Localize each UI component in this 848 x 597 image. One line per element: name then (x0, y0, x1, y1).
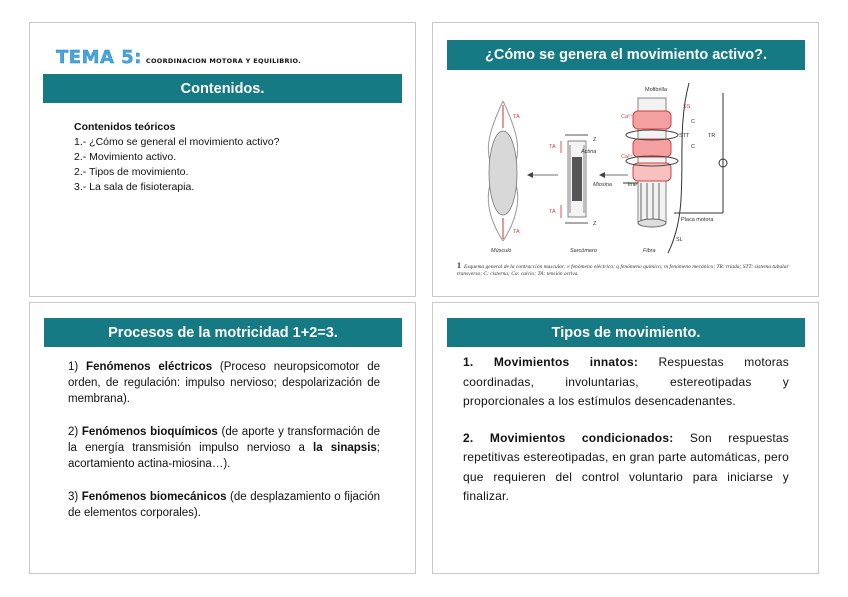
label-tr: TR (708, 133, 716, 139)
caption-number: 1 (457, 261, 461, 270)
slide-contenidos (29, 22, 416, 297)
slide-movimiento-activo (432, 22, 819, 297)
slide-title-bar: Contenidos. (43, 74, 402, 103)
list-item: 3) Fenómenos biomecánicos (de desplazamiento o fijación de elementos corporales). (68, 491, 380, 519)
label-ta-muscle-bottom: TA (513, 229, 520, 235)
tipos-list (463, 353, 789, 524)
label-ca1: Ca²⁺ (621, 114, 633, 120)
label-z2: Z (593, 221, 597, 227)
muscle-drawing (488, 101, 517, 241)
label-ta-sarcomere-top: TA (549, 144, 556, 150)
contents-heading: Contenidos teóricos (74, 121, 176, 133)
list-item: 2. Movimientos condicionados: Son respuestas repetitivas estereotipadas, en gran parte automáticas, pero que requieren del control voluntario para iniciarse y finalizar. (463, 430, 790, 503)
procesos-list (68, 359, 380, 538)
contents-item: 2.- Tipos de movimiento. (74, 166, 189, 178)
label-sarcomere: Sarcómero (570, 248, 597, 254)
contents-item: 1.- ¿Cómo se general el movimiento activo? (74, 136, 280, 148)
list-item: 1) Fenómenos eléctricos (Proceso neuropsicomotor de orden, de regulación: impulso nervioso; despolarización de membrana). (68, 361, 380, 405)
contents-item: 2.- Movimiento activo. (74, 151, 177, 163)
label-c1: C (691, 119, 695, 125)
slide-title-bar: ¿Cómo se genera el movimiento activo?. (447, 40, 805, 70)
caption-text: Esquema general de la contracción muscular: e fenómeno eléctrico; q fenómeno químico; m fenómeno mecánico; TR: tríada; STT: sistema tubular transverso; C: cisterna; Ca: calcio; TA: tensión activa. (457, 264, 789, 277)
tema-heading (56, 47, 301, 68)
label-sl: SL (676, 237, 683, 243)
slide-tipos-movimiento (432, 302, 819, 574)
contents-list (74, 120, 279, 195)
label-actin: Actina (581, 149, 597, 155)
contents-item: 3.- La sala de fisioterapia. (74, 181, 195, 193)
label-z1: Z (593, 137, 597, 143)
label-ta-sarcomere-bottom: TA (549, 209, 556, 215)
slide-procesos-motricidad (29, 302, 416, 574)
list-item: 1. Movimientos innatos: Respuestas motoras coordinadas, involuntarias, estereotipadas y proporcionales a los estímulos desencadenantes. (463, 355, 789, 408)
label-myosin: Miosina (593, 182, 612, 188)
label-motor-plate: Placa motora (681, 217, 714, 223)
label-ss: SS (683, 104, 691, 110)
muscle-contraction-figure (433, 23, 820, 298)
list-item: 2) Fenómenos bioquímicos (de aporte y transformación de la energía transmisión impulso nervioso a la sinapsis; acortamiento actina-miosina…). (68, 426, 380, 470)
label-myofibril: Mofibrilla (645, 87, 668, 93)
label-muscle: Músculo (491, 248, 512, 254)
label-ca2: Ca²⁺ (621, 154, 633, 160)
tema-title: TEMA 5: (56, 47, 142, 68)
label-fibre: Fibra (643, 248, 656, 254)
label-c2: C (691, 144, 695, 150)
label-stt: STT (679, 133, 690, 139)
slide-title-bar: Procesos de la motricidad 1+2=3. (44, 318, 402, 347)
label-ime: ime (628, 182, 637, 188)
tema-subtitle: COORDINACION MOTORA Y EQUILIBRIO. (145, 57, 302, 65)
slide-title-bar: Tipos de movimiento. (447, 318, 805, 347)
fibre-drawing (623, 83, 727, 253)
label-ta-muscle-top: TA (513, 114, 520, 120)
figure-caption (457, 262, 792, 278)
